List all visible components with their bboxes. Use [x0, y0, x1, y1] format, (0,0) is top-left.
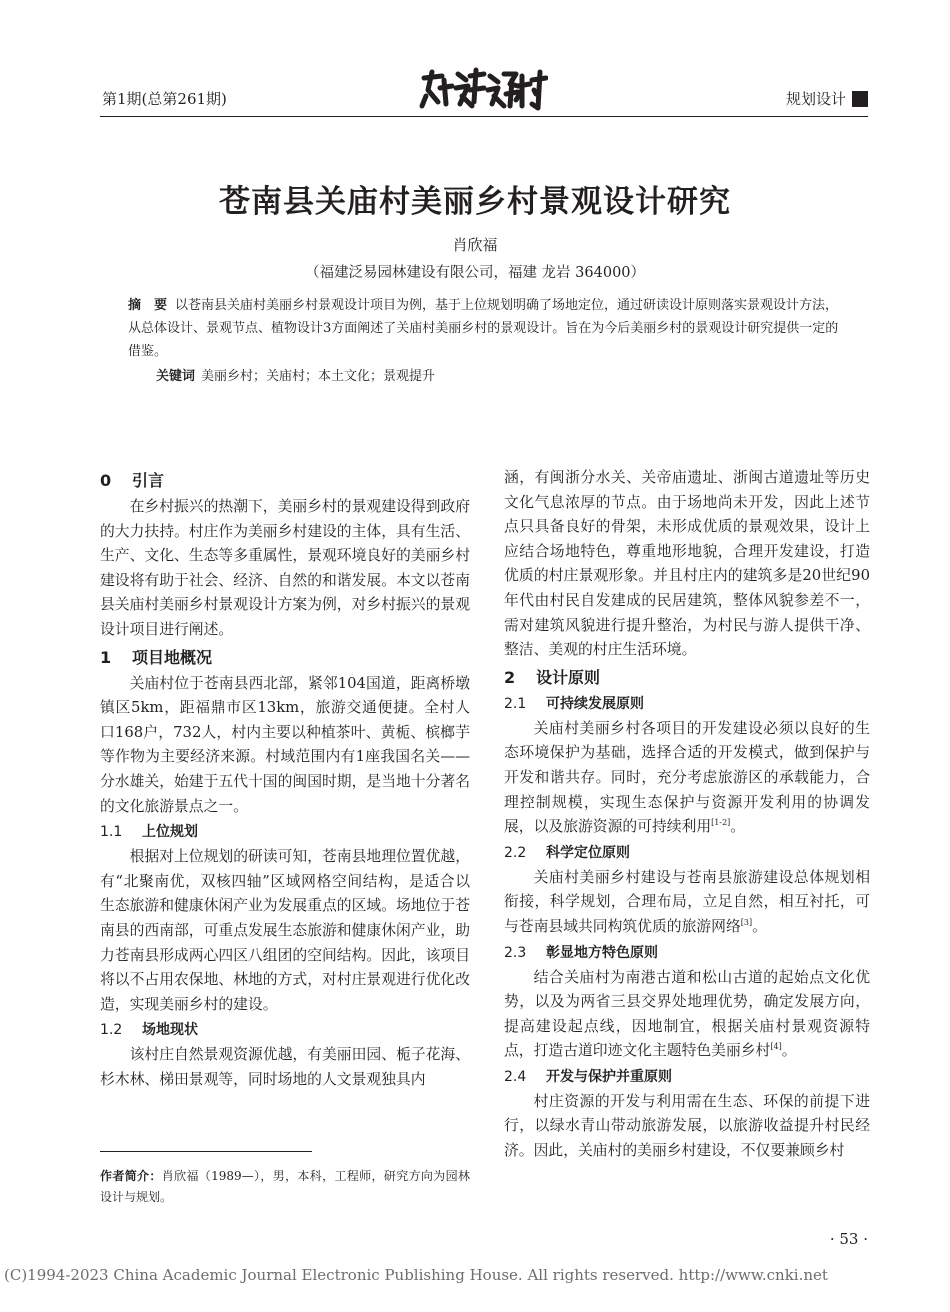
section-heading [100, 468, 470, 494]
citation: [4] [770, 1042, 782, 1052]
paragraph: 关庙村位于苍南县西北部，紧邻104国道，距离桥墩镇区5km，距福鼎市区13km，旅游交通便捷。全村人口168户，732人，村内主要以种植茶叶、黄栀、槟榔芋等作物为主要经济来源。村域范围内有1座我国名关——分水雄关，始建于五代十国的闽国时期，是当地十分著名的文化旅游景点之一。 [100, 674, 470, 815]
subsection-title: 可持续发展原则 [546, 695, 644, 712]
paragraph: 涵，有闽浙分水关、关帝庙遗址、浙闽古道遗址等历史文化气息浓厚的节点。由于场地尚未开发，因此上述节点只具备良好的骨架，未形成优质的景观效果，设计上应结合场地特色，尊重地形地貌，合理开发建设，打造优质的村庄景观形象。并且村庄内的建筑多是20世纪90年代由村民自发建成的民居建筑，整体风貌参差不一，需对建筑风貌进行提升整治，为村民与游人提供干净、整洁、美观的村庄生活环境。 [504, 469, 870, 659]
subsection-title: 彰显地方特色原则 [546, 944, 658, 961]
section-number: 2 [504, 667, 516, 687]
paragraph-text: 关庙村美丽乡村建设与苍南县旅游建设总体规划相衔接，科学规划，合理布局，立足自然，相互衬托，可与苍南县域共同构筑优质的旅游网络 [504, 868, 870, 935]
page-number: · 53 · [829, 1230, 868, 1248]
paragraph-end: 。 [781, 1042, 797, 1060]
subsection-number: 2.1 [504, 695, 527, 712]
journal-logo [418, 66, 548, 112]
left-column [100, 466, 470, 1092]
subsection-number: 2.3 [504, 944, 527, 961]
abstract-text: 以苍南县关庙村美丽乡村景观设计项目为例，基于上位规划明确了场地定位，通过研读设计原则落实景观设计方法，从总体设计、景观节点、植物设计3方面阐述了关庙村美丽乡村的景观设计。旨在为今后美丽乡村的景观设计研究提供一定的借鉴。 [128, 298, 839, 359]
section-number: 0 [100, 471, 112, 490]
subsection-title: 场地现状 [142, 1022, 198, 1039]
section-title: 项目地概况 [132, 647, 213, 667]
section-heading [100, 645, 470, 671]
paper-title: 苍南县关庙村美丽乡村景观设计研究 [219, 184, 731, 220]
paragraph: 在乡村振兴的热潮下，美丽乡村的景观建设得到政府的大力扶持。村庄作为美丽乡村建设的主体，具有生活、生产、文化、生态等多重属性，景观环境良好的美丽乡村建设将有助于社会、经济、自然的和谐发展。本文以苍南县关庙村美丽乡村景观设计方案为例，对乡村振兴的景观设计项目进行阐述。 [100, 498, 470, 638]
section-title: 设计原则 [536, 667, 601, 687]
author-footnote [100, 1166, 470, 1208]
paragraph-text: 关庙村美丽乡村各项目的开发建设必须以良好的生态环境保护为基础，选择合适的开发模式，做到保护与开发和谐共存。同时，充分考虑旅游区的承载能力，合理控制规模，实现生态保护与资源开发利用的协调发展，以及旅游资源的可持续利用 [504, 719, 870, 836]
citation: [1-2] [711, 818, 731, 828]
subsection-heading [100, 1018, 470, 1043]
keywords [156, 365, 846, 384]
footnote-text: 肖欣福（1989—），男，本科，工程师，研究方向为园林设计与规划。 [100, 1169, 470, 1204]
square-icon [852, 91, 868, 107]
footnote-label: 作者简介： [100, 1169, 162, 1183]
header-rule [100, 116, 868, 117]
subsection-number: 2.4 [504, 1068, 527, 1085]
subsection-heading [504, 841, 870, 866]
abstract-label: 摘 要 [128, 298, 168, 313]
section-heading [504, 665, 870, 691]
section-title: 引言 [132, 471, 165, 490]
subsection-title: 科学定位原则 [546, 844, 630, 861]
paper-author: 肖欣福 [452, 236, 498, 254]
subsection-heading [504, 692, 870, 717]
journal-issue: 第1期(总第261期) [102, 90, 227, 108]
paragraph [504, 866, 870, 940]
paragraph [504, 717, 870, 840]
paragraph-text: 结合关庙村为南港古道和松山古道的起始点文化优势，以及为两省三县交界处地理优势，确定发展方向，提高建设起点线，因地制宜，根据关庙村景观资源特点，打造古道印迹文化主题特色美丽乡村 [504, 968, 870, 1060]
subsection-number: 2.2 [504, 844, 527, 861]
section-number: 1 [100, 647, 112, 667]
subsection-heading [504, 1065, 870, 1090]
paragraph: 根据对上位规划的研读可知，苍南县地理位置优越，有“北聚南优，双核四轴”区域网格空间结构，是适合以生态旅游和健康休闲产业为发展重点的区域。场地位于苍南县的西南部，可重点发展生态旅游和健康休闲产业，助力苍南县形成两心四区八组团的空间结构。因此，该项目将以不占用农保地、林地的方式，对村庄景观进行优化改造，实现美丽乡村的建设。 [100, 848, 470, 1013]
subsection-title: 开发与保护并重原则 [546, 1068, 672, 1085]
paper-affiliation: （福建泛易园林建设有限公司，福建 龙岩 364000） [304, 265, 646, 281]
paragraph-end: 。 [730, 818, 746, 836]
section-label [786, 88, 868, 109]
footnote-rule [100, 1151, 312, 1152]
section-name: 规划设计 [785, 90, 846, 108]
subsection-number: 1.2 [100, 1022, 123, 1039]
paragraph: 该村庄自然景观资源优越，有美丽田园、栀子花海、杉木林、梯田景观等，同时场地的人文景观独具内 [100, 1046, 470, 1088]
paragraph: 村庄资源的开发与利用需在生态、环保的前提下进行，以绿水青山带动旅游发展，以旅游收益提升村民经济。因此，关庙村的美丽乡村建设，不仅要兼顾乡村 [504, 1092, 870, 1160]
right-column [504, 466, 870, 1164]
keywords-label: 关键词 [156, 369, 196, 384]
subsection-heading [504, 941, 870, 966]
abstract [128, 294, 844, 363]
paragraph-end: 。 [752, 917, 767, 935]
citation: [3] [740, 917, 753, 927]
subsection-title: 上位规划 [142, 824, 198, 841]
subsection-number: 1.1 [100, 824, 123, 841]
subsection-heading [100, 820, 470, 845]
keywords-text: 美丽乡村；关庙村；本土文化；景观提升 [201, 369, 436, 384]
copyright-notice: (C)1994-2023 China Academic Journal Electronic Publishing House. All rights reserved. http://www.cnki.net [4, 1266, 828, 1284]
paragraph [504, 966, 870, 1064]
